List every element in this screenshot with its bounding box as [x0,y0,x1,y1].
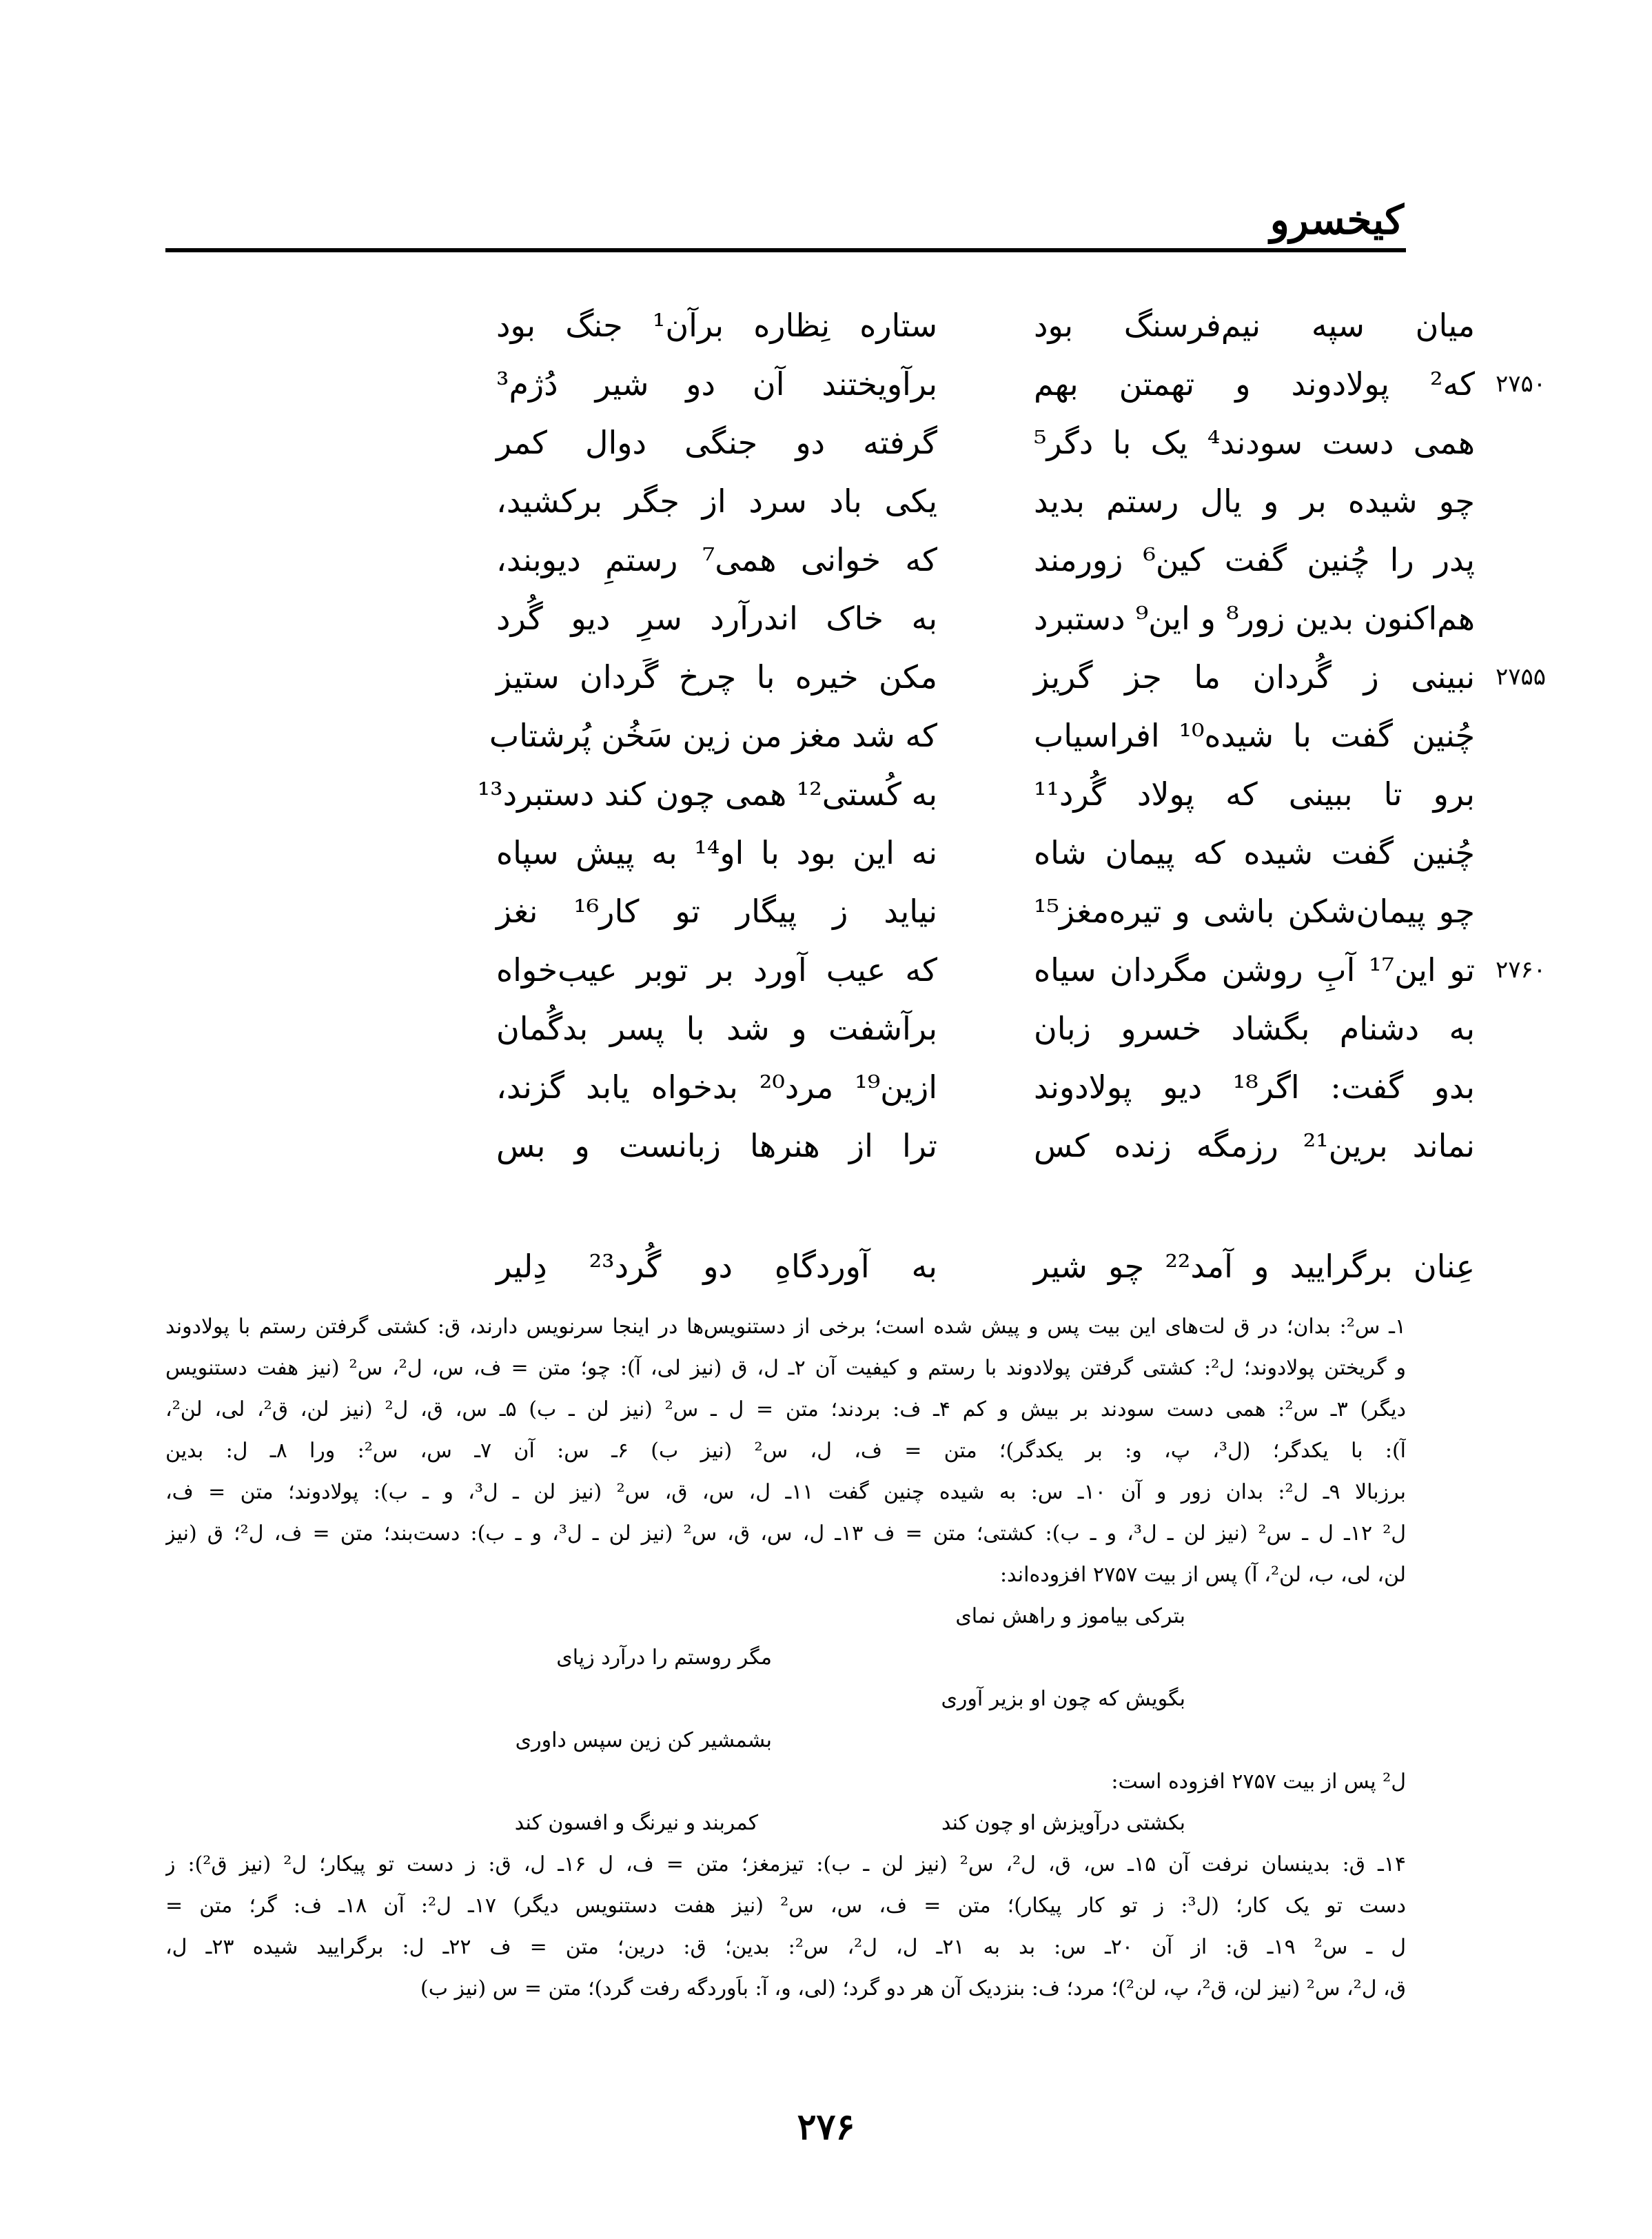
inserted-verse [165,1596,1406,1637]
verse-block [262,296,1547,1296]
hemistich-left: نه این بود با او¹⁴ به پیش سپاه [496,834,938,871]
footnote-line: ۱ـ س²: بدان؛ در ق لت‌های این بیت پس و پیش شده است؛ برخی از دستنویس‌ها در اینجا سرنویس دارند، ق: کشتی گرفتن رستم با پولادوند [165,1315,1406,1339]
footnote-line: برزبالا ۹ـ ل²: بدان زور و آن ۱۰ـ س: به شیده چنین گفت ۱۱ـ ل، س، ق، س² (نیز لن ـ ل³، و ـ ب): پولادوند؛ متن = ف، [165,1480,1406,1504]
hemistich-right: که² پولادوند و تهمتن بهم [1034,365,1475,403]
hemistich-right: میان سپه نیم‌فرسنگ بود [1034,307,1475,344]
hemistich-left: ستاره نِظاره برآن¹ جنگ بود [496,307,937,344]
verse-row [262,707,1475,765]
hemistich-left: که خوانی همی⁷ رستمِ دیوبند، [496,541,937,578]
header-rule [165,248,1406,252]
verse-number: ۲۷۵۰ [1496,370,1547,398]
inserted-verse [165,1803,1406,1844]
hemistich-left: به آوردگاهِ دو گُرد²³ دِلیر [496,1248,937,1285]
inserted-verse [165,1637,1406,1679]
page-number: ۲۷۶ [797,2106,855,2148]
hemistich-right: بدو گفت: اگر¹⁸ دیو پولادوند [1034,1068,1475,1106]
hemistich-right: چُنین گفت با شیده¹⁰ افراسیاب [1034,717,1476,754]
verse-row [262,648,1547,707]
footnote-line: ل ـ س² ۱۹ـ ق: از آن ۲۰ـ س: بد به ۲۱ـ ل، ل²، س²: بدین؛ ق: درین؛ متن = ف ۲۲ـ ل: برگرایید شیده ۲۳ـ ل، [165,1935,1406,1959]
hemistich-left: ترا از هنرها زبانست و بس [496,1127,937,1164]
inserted-hemistich: بگویش که چون او بزیر آوری [941,1687,1185,1711]
inserted-verse [165,1679,1406,1720]
hemistich-left: مکن خیره با چرخ گَردان ستیز [496,658,937,696]
verse-row [262,765,1475,824]
footnote-line: ۱۴ـ ق: بدینسان نرفت آن ۱۵ـ س، ق، ل²، س² (نیز لن ـ ب): تیزمغز؛ متن = ف، ل ۱۶ـ ل، ق: ز دست تو پیکار؛ ل² (نیز ق²): ز [165,1852,1406,1876]
hemistich-left: برآویختند آن دو شیر دُژم³ [496,365,937,403]
hemistich-left: گرفته دو جنگی دوال کمر [496,424,937,461]
footnotes [165,1306,1406,2009]
inserted-verse [165,1720,1406,1761]
inserted-hemistich: مگر روستم را درآرد زپای [556,1645,772,1670]
hemistich-left: که شد مغز من زین سَخُن پُرشتاب [489,717,937,754]
inserted-hemistich: بترکی بیاموز و راهش نمای [955,1604,1185,1628]
hemistich-left: یکی باد سرد از جگر برکشید، [496,483,937,520]
footnote-line: ل² پس از بیت ۲۷۵۷ افزوده است: [1111,1770,1406,1794]
verse-row [262,1058,1475,1117]
footnote-line: دست تو یک کار؛ (ل³: ز تو کار پیکار)؛ متن = ف، س، س² (نیز هفت دستنویس دیگر) ۱۷ـ ل²: آن ۱۸ـ ف: گر؛ متن = [165,1894,1406,1918]
hemistich-right: نبینی ز گُردان ما جز گریز [1034,658,1475,696]
inserted-hemistich: کمربند و نیرنگ و افسون کند [514,1811,758,1835]
verse-row [262,414,1475,472]
hemistich-left: به کُستی¹² همی چون کند دستبرد¹³ [477,776,937,813]
hemistich-right: چو شیده بر و یال رستم بدید [1034,483,1475,520]
running-header-title: کیخسرو [1269,196,1404,243]
hemistich-right: نماند برین²¹ رزمگه زنده کس [1034,1127,1475,1164]
footnote-line: لن، لی، ب، لن²، آ) پس از بیت ۲۷۵۷ افزوده‌اند: [999,1563,1406,1587]
verse-row [262,824,1475,882]
verse-number: ۲۷۶۰ [1496,956,1547,984]
hemistich-left: به خاک اندرآرد سرِ دیو گُرد [496,600,937,637]
hemistich-right: برو تا ببینی که پولاد گُرد¹¹ [1034,776,1475,813]
verse-row [262,472,1475,531]
hemistich-right: چُنین گفت شیده که پیمان شاه [1034,834,1475,871]
footnote-line: دیگر) ۳ـ س²: همی دست سودند بر بیش و کم ۴ـ ف: بردند؛ متن = ل ـ س² (نیز لن ـ ب) ۵ـ س، ق، ل² (نیز لن، ق²، لی، لن²، [165,1397,1406,1421]
verse-row [262,1117,1475,1175]
verse-row [262,882,1475,941]
verse-row [262,589,1475,648]
verse-number: ۲۷۵۵ [1496,663,1547,691]
verse-row [262,355,1547,414]
footnote-line: ل² ۱۲ـ ل ـ س² (نیز لن ـ ل³، و ـ ب): کشتی؛ متن = ف ۱۳ـ ل، س، ق، س² (نیز لن ـ ل³، و ـ ب): دست‌بند؛ متن = ف، ل²؛ ق (نیز [165,1521,1406,1546]
verse-row [262,531,1475,589]
verse-row [262,1000,1475,1058]
hemistich-right: تو این¹⁷ آبِ روشن مگردان سیاه [1034,951,1475,989]
hemistich-left: ازین¹⁹ مرد²⁰ بدخواه یابد گزند، [496,1068,937,1106]
hemistich-left: نیاید ز پیگار تو کار¹⁶ نغز [496,893,937,930]
footnote-line: آ): با یکدگر؛ (ل³، پ، و: بر یکدگر)؛ متن = ف، ل، س² (نیز ب) ۶ـ س: آن ۷ـ س، س²: ورا ۸ـ ل: بدین [165,1439,1406,1463]
verse-row [262,296,1475,355]
hemistich-right: عِنان برگرایید و آمد²² چو شیر [1034,1248,1476,1285]
hemistich-right: پدر را چُنین گفت کین⁶ زورمند [1034,541,1475,578]
footnote-line: ق، ل²، س² (نیز لن، ق²، پ، لن²)؛ مرد؛ ف: بنزدیک آن هر دو گرد؛ (لی، و، آ: باَوردگه رفت گرد)؛ متن = س (نیز ب) [420,1976,1406,2000]
verse-row [262,941,1547,1000]
inserted-hemistich: بشمشیر کن زین سپس داوری [515,1728,772,1752]
hemistich-right: به دشنام بگشاد خسرو زبان [1034,1010,1475,1047]
hemistich-left: که عیب آورد بر توبر عیب‌خواه [496,951,937,989]
hemistich-left: برآشفت و شد با پسر بدگُمان [496,1010,937,1047]
footnote-line: و گریختن پولادوند؛ ل²: کشتی گرفتن پولادوند با رستم و کیفیت آن ۲ـ ل، ق (نیز لی، آ): چو؛ متن = ف، س، ل²، س² (نیز هفت دستنویس [165,1356,1406,1380]
verse-row [262,1237,1475,1296]
hemistich-right: همی دست سودند⁴ یک با دگر⁵ [1034,424,1475,461]
hemistich-right: هم‌اکنون بدین زور⁸ و این⁹ دستبرد [1034,600,1475,637]
inserted-hemistich: بکشتی درآویزش او چون کند [941,1811,1185,1835]
hemistich-right: چو پیمان‌شکن باشی و تیره‌مغز¹⁵ [1034,893,1475,930]
